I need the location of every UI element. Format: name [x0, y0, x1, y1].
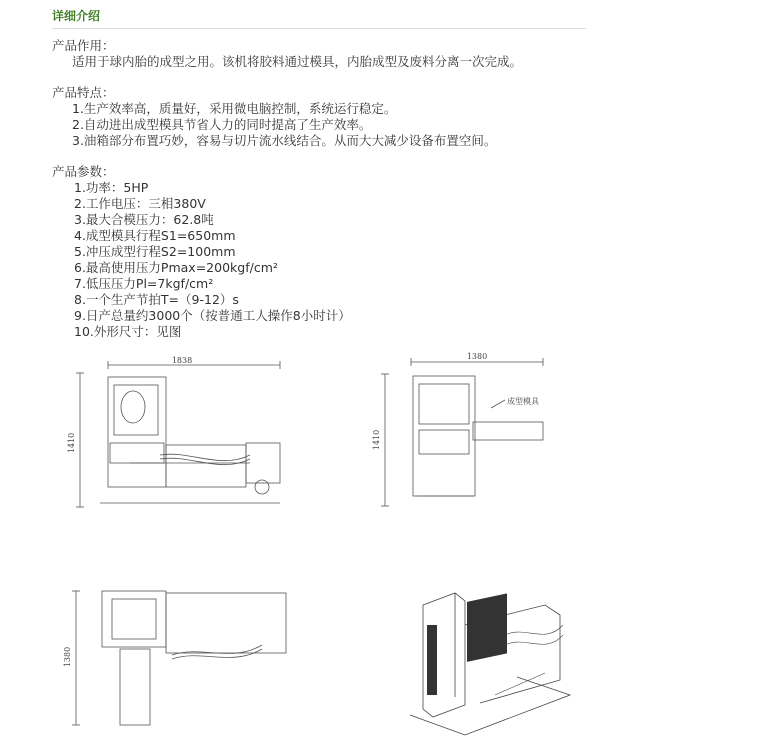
- feature-item: 3.油箱部分布置巧妙，容易与切片流水线结合。从而大大减少设备布置空间。: [72, 133, 497, 149]
- side-view-drawing: [373, 350, 553, 515]
- param-item: 1.功率：5HP: [74, 180, 149, 196]
- detail-title: 详细介绍: [52, 9, 101, 23]
- feature-item: 2.自动进出成型模具节省人力的同时提高了生产效率。: [72, 117, 372, 133]
- detail-header: [52, 6, 586, 29]
- features-title: 产品特点：: [52, 85, 115, 101]
- side-height-dim: 1410: [372, 429, 381, 451]
- param-item: 7.低压压力Pl=7kgf/cm²: [74, 275, 214, 291]
- side-width-dim: 1380: [466, 352, 488, 361]
- top-view-drawing: [62, 585, 292, 730]
- usage-title: 产品作用：: [52, 38, 115, 53]
- param-item: 8.一个生产节拍T=（9-12）s: [74, 291, 239, 307]
- side-mold-label: 成型模具: [507, 397, 539, 406]
- front-height-dim: 1410: [67, 432, 76, 454]
- params-section: [52, 164, 612, 339]
- param-item: 9.日产总量约3000个（按普通工人操作8小时计）: [74, 307, 351, 323]
- features-section: [52, 85, 612, 149]
- isometric-view-drawing: [405, 585, 575, 740]
- front-width-dim: 1838: [171, 356, 193, 365]
- param-item: 5.冲压成型行程S2=100mm: [74, 243, 236, 259]
- usage-section: [52, 38, 612, 70]
- param-item: 4.成型模具行程S1=650mm: [74, 228, 236, 244]
- param-item: 6.最高使用压力Pmax=200kgf/cm²: [74, 259, 278, 275]
- product-description: [52, 38, 612, 355]
- param-item: 3.最大合模压力：62.8吨: [74, 212, 214, 228]
- param-item: 2.工作电压：三相380V: [74, 196, 206, 212]
- top-depth-dim: 1380: [63, 646, 72, 668]
- front-view-drawing: [67, 355, 295, 515]
- params-title: 产品参数：: [52, 164, 115, 180]
- usage-text: 适用于球内胎的成型之用。该机将胶料通过模具，内胎成型及废料分离一次完成。: [72, 53, 523, 69]
- param-item: 10.外形尺寸：见图: [74, 323, 182, 339]
- feature-item: 1.生产效率高，质量好，采用微电脑控制，系统运行稳定。: [72, 101, 397, 117]
